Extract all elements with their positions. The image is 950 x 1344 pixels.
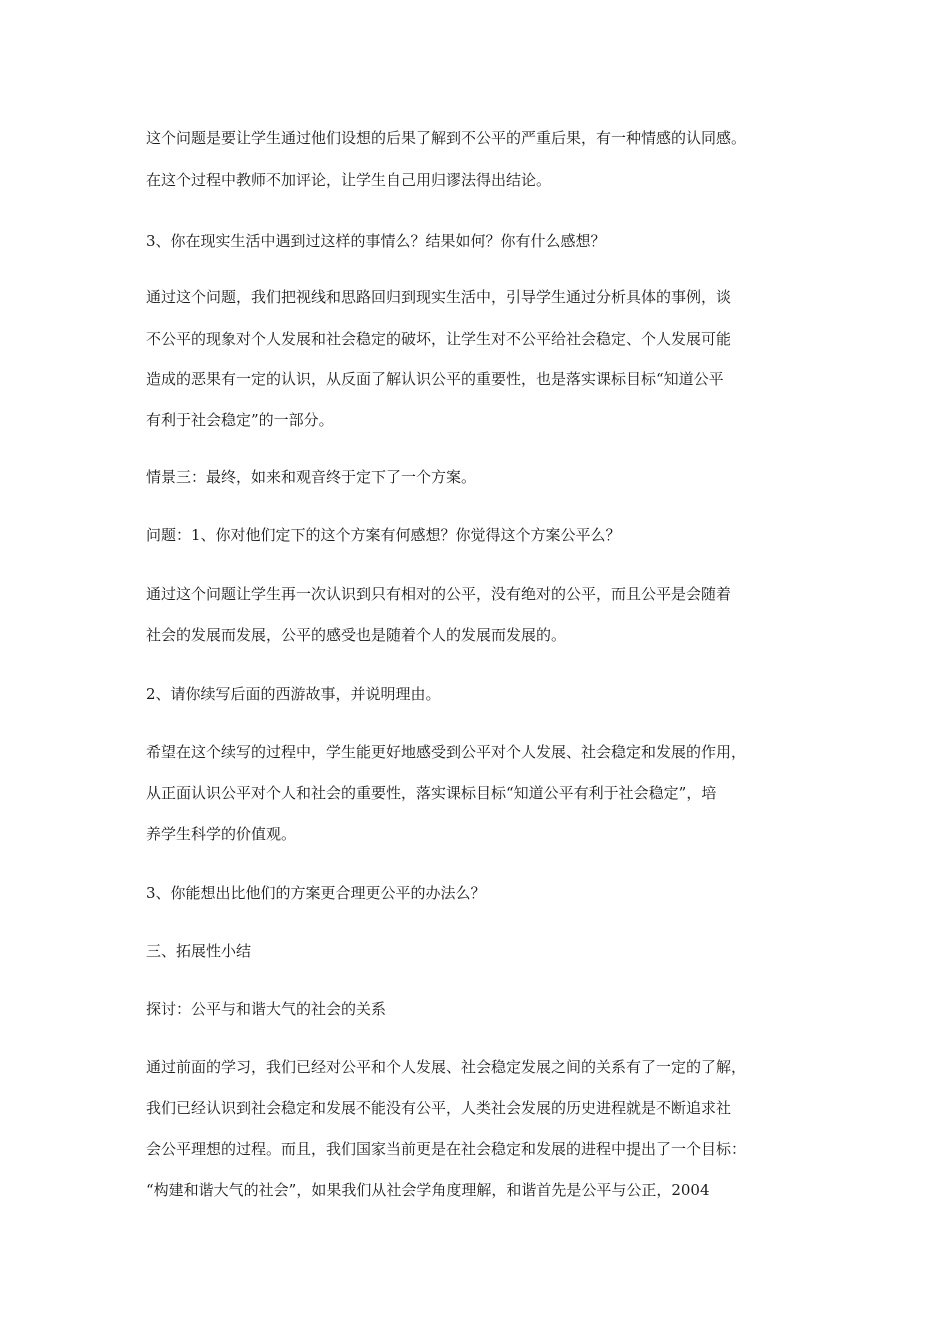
text-line: 通过前面的学习，我们已经对公平和个人发展、社会稳定发展之间的关系有了一定的了解， <box>146 1058 747 1076</box>
text-line: 有利于社会稳定”的一部分。 <box>146 411 334 429</box>
text-line: 3、你在现实生活中遇到过这样的事情么？结果如何？你有什么感想？ <box>146 232 606 250</box>
text-line: 养学生科学的价值观。 <box>146 825 297 843</box>
text-line: 这个问题是要让学生通过他们设想的后果了解到不公平的严重后果，有一种情感的认同感。 <box>146 129 747 147</box>
text-line: 我们已经认识到社会稳定和发展不能没有公平，人类社会发展的历史进程就是不断追求社 <box>146 1099 732 1117</box>
text-line: 情景三：最终，如来和观音终于定下了一个方案。 <box>146 468 477 486</box>
text-line: 造成的恶果有一定的认识，从反面了解认识公平的重要性，也是落实课标目标“知道公平 <box>146 370 724 388</box>
text-line: “构建和谐大气的社会”，如果我们从社会学角度理解，和谐首先是公平与公正，2004 <box>146 1181 710 1199</box>
text-line: 问题：1、你对他们定下的这个方案有何感想？你觉得这个方案公平么？ <box>146 526 621 544</box>
text-line: 社会的发展而发展，公平的感受也是随着个人的发展而发展的。 <box>146 626 567 644</box>
text-line: 探讨：公平与和谐大气的社会的关系 <box>146 1000 387 1018</box>
text-line: 不公平的现象对个人发展和社会稳定的破坏，让学生对不公平给社会稳定、个人发展可能 <box>146 330 732 348</box>
text-line: 在这个过程中教师不加评论，让学生自己用归谬法得出结论。 <box>146 171 552 189</box>
text-line: 三、拓展性小结 <box>146 942 252 960</box>
text-line: 通过这个问题，我们把视线和思路回归到现实生活中，引导学生通过分析具体的事例，谈 <box>146 288 732 306</box>
text-line: 会公平理想的过程。而且，我们国家当前更是在社会稳定和发展的进程中提出了一个目标： <box>146 1140 747 1158</box>
text-line: 2、请你续写后面的西游故事，并说明理由。 <box>146 685 441 703</box>
text-line: 从正面认识公平对个人和社会的重要性，落实课标目标“知道公平有利于社会稳定”，培 <box>146 784 717 802</box>
text-line: 通过这个问题让学生再一次认识到只有相对的公平，没有绝对的公平，而且公平是会随着 <box>146 585 732 603</box>
text-line: 希望在这个续写的过程中，学生能更好地感受到公平对个人发展、社会稳定和发展的作用， <box>146 743 747 761</box>
text-line: 3、你能想出比他们的方案更合理更公平的办法么？ <box>146 884 486 902</box>
